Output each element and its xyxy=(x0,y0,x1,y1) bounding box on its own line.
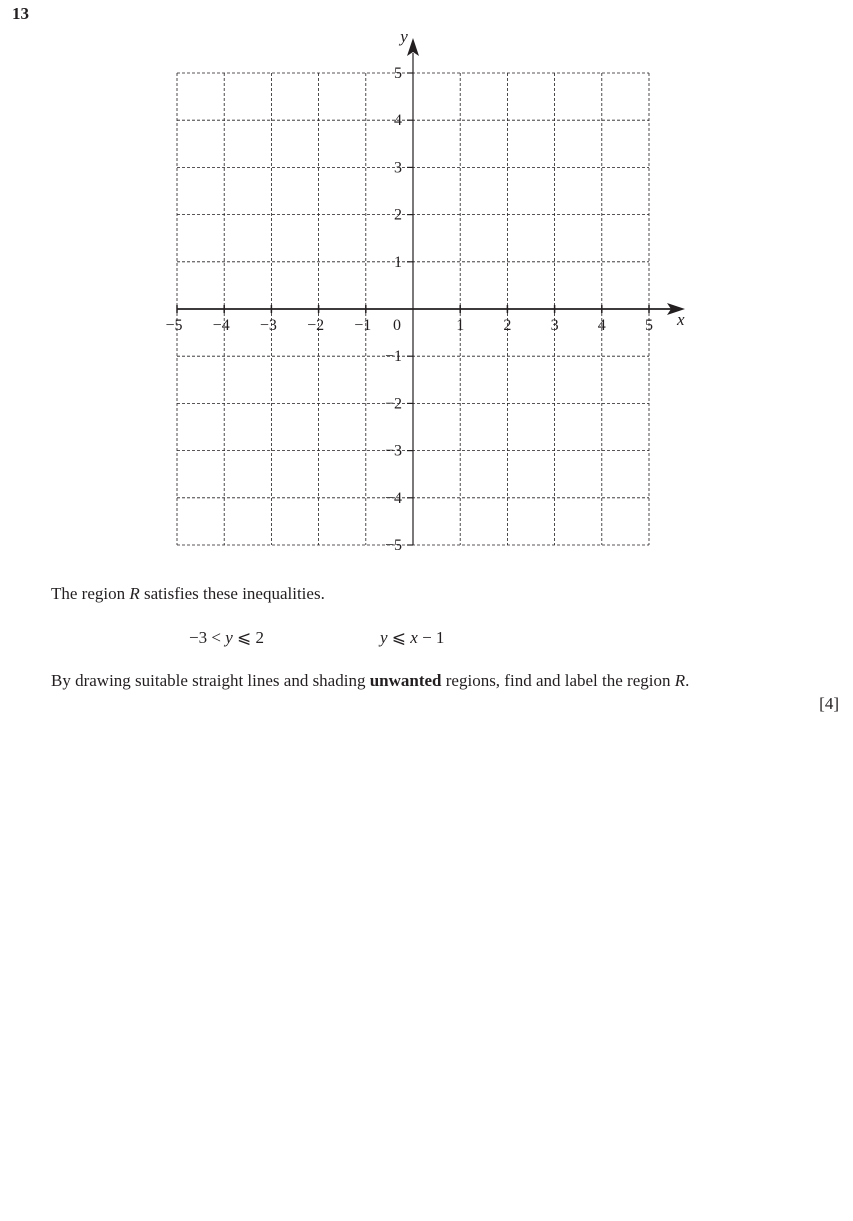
instr-middle: regions, find and label the region xyxy=(441,671,675,690)
ineq2-rest: − 1 xyxy=(417,628,445,647)
origin-label: 0 xyxy=(393,317,401,334)
inequality-2 xyxy=(380,628,444,648)
tick-labels xyxy=(165,27,685,554)
intro-text xyxy=(51,584,325,604)
y-tick-label: −1 xyxy=(384,348,402,366)
y-tick-label: 3 xyxy=(394,159,402,177)
x-tick-label: 1 xyxy=(456,317,465,334)
question-number: 13 xyxy=(12,4,29,23)
x-tick-label: −1 xyxy=(354,317,372,334)
ineq1-right: 2 xyxy=(255,628,264,647)
y-tick-label: 4 xyxy=(394,112,402,130)
x-tick-label: −4 xyxy=(212,317,230,334)
y-tick-label: 1 xyxy=(394,253,402,271)
x-tick-label: 5 xyxy=(645,317,653,334)
x-tick-label: −5 xyxy=(165,317,183,334)
intro-after: satisfies these inequalities. xyxy=(139,584,325,603)
instr-end: . xyxy=(685,671,690,690)
y-tick-label: −3 xyxy=(384,442,402,460)
x-tick-label: −2 xyxy=(307,317,325,334)
ineq1-var: y xyxy=(225,628,233,647)
ineq2-var1: y xyxy=(380,628,388,647)
y-tick-label: −4 xyxy=(384,489,402,507)
y-axis-label: y xyxy=(400,27,408,46)
instr-bold: unwanted xyxy=(369,671,442,690)
x-tick-label: −3 xyxy=(259,317,277,334)
y-tick-label: −5 xyxy=(384,537,402,554)
y-tick-label: 5 xyxy=(394,65,402,82)
x-tick-label: 4 xyxy=(597,317,606,334)
intro-before: The region xyxy=(51,584,130,603)
ineq2-rel: ⩽ xyxy=(387,628,411,647)
ineq1-left: −3 xyxy=(189,628,208,647)
coordinate-grid xyxy=(0,0,853,560)
x-axis-label: x xyxy=(677,310,685,329)
y-tick-label: 2 xyxy=(394,206,402,224)
x-tick-label: 3 xyxy=(550,317,559,334)
x-tick-label: 2 xyxy=(503,317,512,334)
instruction-text xyxy=(51,671,689,691)
axes xyxy=(177,38,685,545)
inequality-1 xyxy=(189,628,264,648)
instr-before: By drawing suitable straight lines and shading xyxy=(51,671,370,690)
instr-region-var: R xyxy=(674,671,686,690)
ineq2-var2: x xyxy=(410,628,418,647)
marks-label: [4] xyxy=(819,694,839,713)
y-tick-label: −2 xyxy=(384,395,402,413)
intro-region-var: R xyxy=(129,584,140,603)
ineq1-rel2: ⩽ xyxy=(232,628,256,647)
ineq1-rel1: < xyxy=(207,628,226,647)
